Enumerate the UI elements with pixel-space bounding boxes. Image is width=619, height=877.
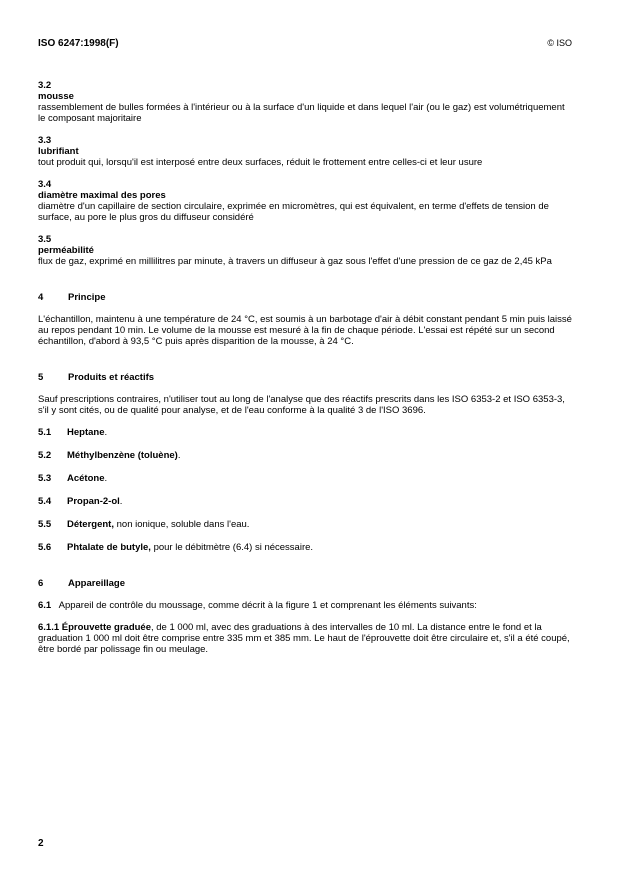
item-number: 5.3 xyxy=(38,473,52,484)
item-number: 5.1 xyxy=(38,427,52,438)
term-3-5 xyxy=(38,234,572,267)
item-text: . xyxy=(177,450,181,461)
item-number: 5.6 xyxy=(38,542,52,553)
subclause-text: , de 1 000 ml, avec des graduations à des intervalles de 10 ml. La distance entre le fond et la graduation 1 000 ml doit être comprise entre 335 mm et 385 mm. Le haut de l'éprouvette doit être circulaire et, s'il a été coupé, être bordé par polissage fin ou meulage. xyxy=(38,622,570,655)
term-number: 3.4 xyxy=(38,179,52,190)
term-name: mousse xyxy=(38,91,74,102)
section-title: Appareillage xyxy=(68,578,126,589)
reagent-item xyxy=(38,450,572,461)
section-title: Principe xyxy=(68,292,106,303)
item-name: Heptane xyxy=(67,427,105,438)
standard-reference: ISO 6247:1998(F) xyxy=(38,38,119,49)
subclause-text: Appareil de contrôle du moussage, comme décrit à la figure 1 et comprenant les éléments suivants: xyxy=(58,600,477,611)
term-name: perméabilité xyxy=(38,245,94,256)
term-definition: diamètre d'un capillaire de section circulaire, exprimée en micromètres, qui est équivalent, en terme d'effets de tension de surface, au pore le plus gros du diffuseur considéré xyxy=(38,201,549,223)
item-name: Détergent, xyxy=(67,519,114,530)
reagent-item xyxy=(38,427,572,438)
section-5-heading xyxy=(38,372,572,383)
term-3-3 xyxy=(38,135,572,168)
item-text: . xyxy=(104,473,108,484)
section-6-heading xyxy=(38,578,572,589)
term-3-2 xyxy=(38,80,572,124)
section-number: 6 xyxy=(38,578,44,589)
term-3-4 xyxy=(38,179,572,223)
reagent-item xyxy=(38,473,572,484)
item-text: pour le débitmètre (6.4) si nécessaire. xyxy=(150,542,314,553)
reagent-item xyxy=(38,496,572,507)
term-definition: tout produit qui, lorsqu'il est interposé entre deux surfaces, réduit le frottement entre celles-ci et leur usure xyxy=(38,157,483,168)
section-title: Produits et réactifs xyxy=(68,372,155,383)
item-name: Phtalate de butyle, xyxy=(67,542,151,553)
term-definition: flux de gaz, exprimé en millilitres par minute, à travers un diffuseur à gaz sous l'effet d'une pression de ce gaz de 2,45 kPa xyxy=(38,256,552,267)
page-number: 2 xyxy=(38,838,44,849)
section-4-text: L'échantillon, maintenu à une température de 24 °C, est soumis à un barbotage d'air à débit constant pendant 5 min puis laissé au repos pendant 10 min. Le volume de la mousse est mesuré à la fin de chaque période. L'essai est répété sur un second échantillon, d'abord à 93,5 °C puis après disparition de la mousse, à 24 °C. xyxy=(38,314,572,347)
page-content xyxy=(38,80,572,666)
section-number: 4 xyxy=(38,292,44,303)
term-name: lubrifiant xyxy=(38,146,79,157)
subclause-6-1-1 xyxy=(38,622,572,655)
term-number: 3.5 xyxy=(38,234,52,245)
subclause-number: 6.1.1 xyxy=(38,622,60,633)
reagent-item xyxy=(38,542,572,553)
item-name: Méthylbenzène (toluène) xyxy=(67,450,178,461)
section-number: 5 xyxy=(38,372,44,383)
item-number: 5.4 xyxy=(38,496,52,507)
term-number: 3.2 xyxy=(38,80,52,91)
term-name: diamètre maximal des pores xyxy=(38,190,166,201)
item-number: 5.2 xyxy=(38,450,52,461)
subclause-6-1 xyxy=(38,600,572,611)
term-definition: rassemblement de bulles formées à l'intérieur ou à la surface d'un liquide et dans lequel l'air (ou le gaz) est volumétriquement le composant majoritaire xyxy=(38,102,565,124)
subclause-number: 6.1 xyxy=(38,600,52,611)
item-number: 5.5 xyxy=(38,519,52,530)
section-5-text: Sauf prescriptions contraires, n'utiliser tout au long de l'analyse que des réactifs prescrits dans les ISO 6353-2 et ISO 6353-3, s'il y sont cités, ou de qualité pour analyse, et de l'eau conforme à la qualité 3 de l'ISO 3696. xyxy=(38,394,565,416)
term-number: 3.3 xyxy=(38,135,52,146)
section-4-heading xyxy=(38,292,572,303)
item-name: Propan-2-ol xyxy=(67,496,120,507)
item-text: non ionique, soluble dans l'eau. xyxy=(113,519,250,530)
item-name: Acétone xyxy=(67,473,105,484)
copyright-mark: © ISO xyxy=(547,38,572,48)
item-text: . xyxy=(104,427,108,438)
subclause-term: Éprouvette graduée xyxy=(61,622,151,633)
reagent-item xyxy=(38,519,572,530)
item-text: . xyxy=(119,496,123,507)
